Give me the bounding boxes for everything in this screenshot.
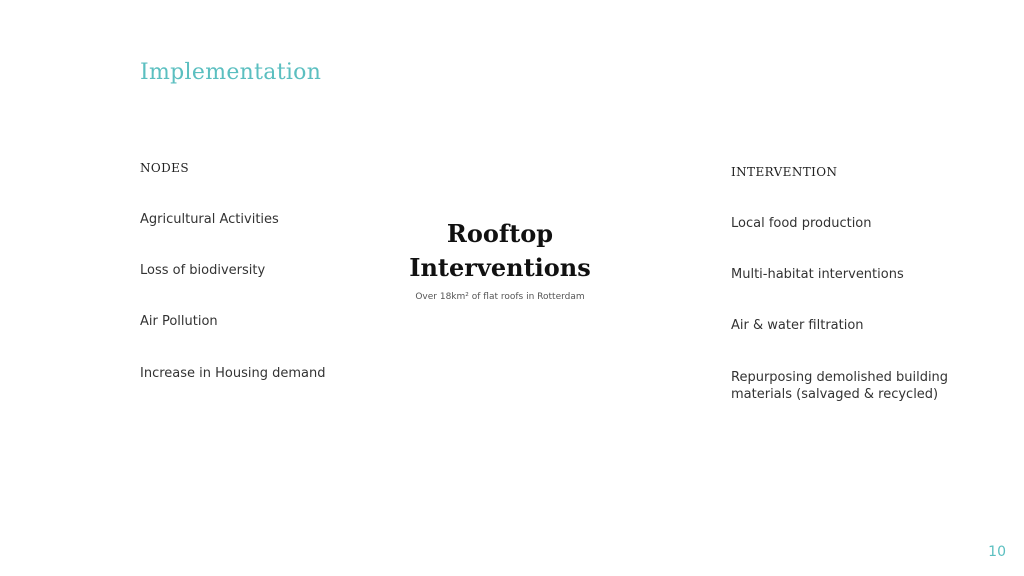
slide-title: Implementation — [140, 60, 322, 85]
intervention-heading: INTERVENTION — [731, 165, 838, 179]
intervention-item-habitat: Multi-habitat interventions — [731, 267, 904, 282]
center-title-line1: Rooftop — [446, 219, 554, 248]
center-subtitle: Over 18km² of flat roofs in Rotterdam — [415, 292, 585, 302]
intervention-item-repurposing-line2: materials (salvaged & recycled) — [731, 387, 939, 402]
node-item-agricultural: Agricultural Activities — [140, 212, 279, 227]
node-item-biodiversity: Loss of biodiversity — [140, 263, 266, 278]
node-item-air-pollution: Air Pollution — [140, 314, 218, 329]
node-item-housing: Increase in Housing demand — [140, 366, 326, 381]
intervention-item-repurposing-line1: Repurposing demolished building — [731, 370, 949, 385]
intervention-item-food: Local food production — [731, 216, 872, 231]
nodes-heading: NODES — [140, 161, 189, 175]
intervention-item-filtration: Air & water filtration — [731, 318, 864, 333]
center-title — [400, 217, 600, 285]
center-title-line2: Interventions — [409, 253, 591, 282]
intervention-item-repurposing — [731, 369, 948, 403]
page-number: 10 — [988, 544, 1006, 560]
